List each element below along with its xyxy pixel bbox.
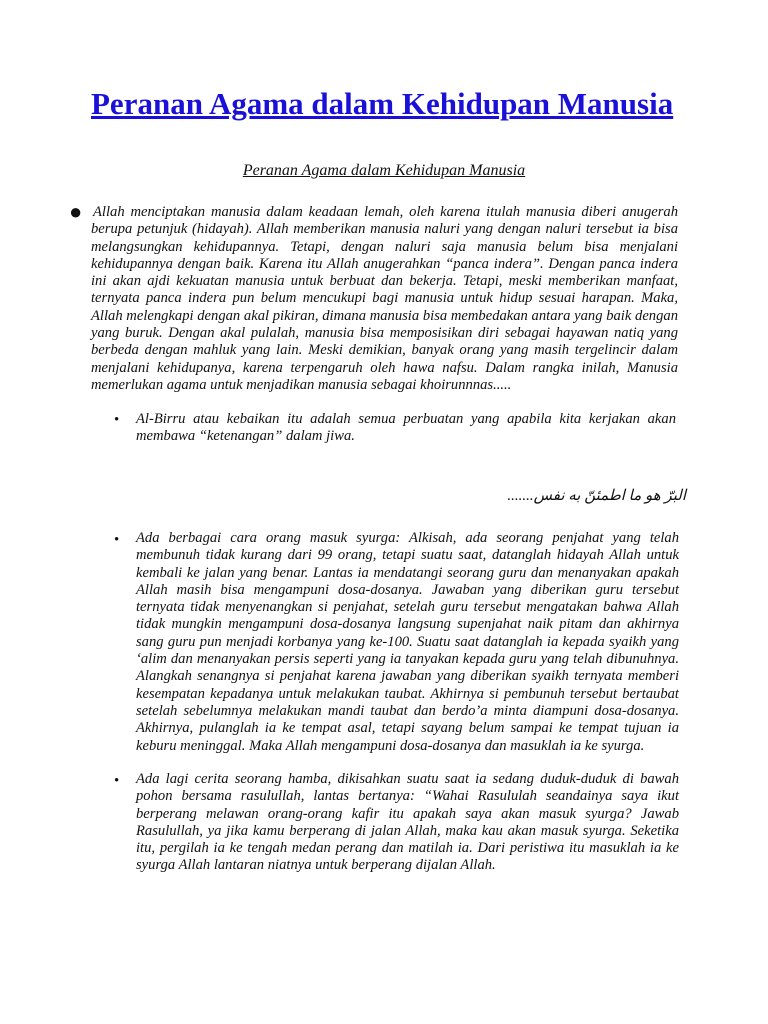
subtitle: Peranan Agama dalam Kehidupan Manusia bbox=[242, 162, 526, 179]
bullet-story-hamba: Ada lagi cerita seorang hamba, dikisahkan suatu saat ia sedang duduk-duduk di bawah pohon bersama rasulullah, lantas bertanya: “Wahai Rasululah seandainya saya ikut berperang melawan orang-orang kafir itu apakah saya akan masuk syurga? Jawab Rasulullah, ya jika kamu berperang di jalan Allah, maka kau akan masuk syurga. Seketika itu, pergilah ia ke tengah medan perang dan matilah ia. Dari peristiwa itu masuklah ia ke syurga Allah lantaran niatnya untuk berperang dijalan Allah. bbox=[136, 771, 679, 874]
intro-paragraph: Allah menciptakan manusia dalam keadaan lemah, oleh karena itulah manusia diberi anugerah berupa petunjuk (hidayah). Allah memberikan manusia naluri yang dengan naluri tersebut ia bisa melangsungkan kehidupannya. Tetapi, dengan naluri saja manusia belum bisa menjalani kehidupannya dengan baik. Karena itu Allah anugerahkan “panca indera”. Dengan panca indera ini akan ajdi kekuatan manusia untuk berbuat dan bekerja. Tetapi, meski memberikan manfaat, ternyata panca indera pun belum mencukupi bagi manusia untuk hidup sesuai harapan. Maka, Allah melengkapi dengan akal pikiran, dimana manusia bisa membedakan antara yang baik dengan yang buruk. Dengan akal pulalah, manusia bisa memposisikan diri sebagai hayawan natiq yang berbeda dengan mahluk yang lain. Meski demikian, banyak orang yang masih tergelincir dalam menjalani kehidupanya, karena terpengaruh oleh hawa nafsu. Dalam rangka inilah, Manusia memerlukan agama untuk menjadikan manusia sebagai khoirunnnas..... bbox=[91, 204, 678, 393]
bullet-story-penjahat: Ada berbagai cara orang masuk syurga: Alkisah, ada seorang penjahat yang telah membunuh tidak kurang dari 99 orang, tetapi suatu saat, datanglah hidayah Allah untuk kembali ke jalan yang benar. Lantas ia mendatangi seorang guru dan menanyakan apakah Allah masih bisa mengampuni dosa-dosanya. Jawaban yang diberikan guru tersebut ternyata tidak menyenangkan si penjahat, setelah guru tersebut mengatakan bahwa Allah tidak mungkin mengampuni dosa-dosanya langsung supenjahat naik pitam dan akhirnya sang guru pun menjadi korbanya yang ke-100. Suatu saat datanglah ia kepada syaikh yang ‘alim dan menanyakan persis seperti yang ia tanyakan kepada guru yang telah dibunuhnya. Alangkah senangnya si penjahat karena jawaban yang diberikan syaikh ternyata memberi kesempatan kepadanya untuk melakukan taubat. Akhirnya si pembunuh tersebut bertaubat setelah sebelumnya melakukan mandi taubat dan berdo’a minta diampuni dosa-dosanya. Akhirnya, pulanglah ia ke tempat asal, tetapi sayang belum sampai ke tempat tujuan ia keburu meninggal. Maka Allah mengampuni dosa-dosanya dan masuklah ia ke syurga. bbox=[136, 530, 679, 754]
page-title-link[interactable]: Peranan Agama dalam Kehidupan Manusia bbox=[91, 86, 674, 121]
bullet-al-birru: Al-Birru atau kebaikan itu adalah semua perbuatan yang apabila kita kerjakan akan membawa “ketenangan” dalam jiwa. bbox=[136, 411, 676, 445]
bullet-marker: • bbox=[114, 532, 120, 548]
bullet-marker: • bbox=[114, 412, 120, 428]
arabic-quote: البرّ هو ما اطمئنّ به نفس....... bbox=[507, 488, 686, 504]
bullet-marker: ● bbox=[69, 199, 83, 224]
bullet-marker: • bbox=[114, 773, 120, 789]
